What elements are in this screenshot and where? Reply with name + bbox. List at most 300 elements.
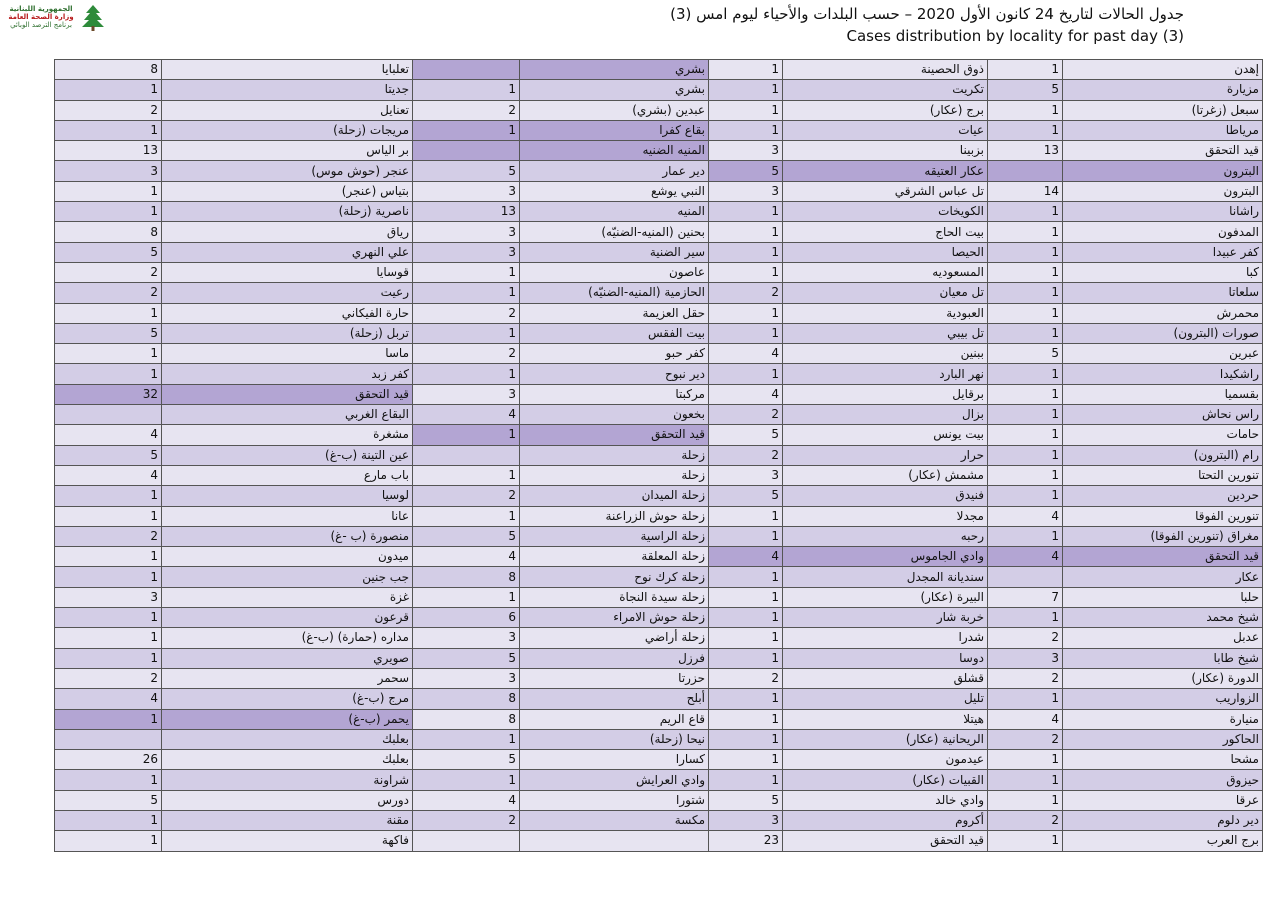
locality-name: زحلة الميدان (520, 486, 709, 506)
case-count: 1 (55, 344, 162, 364)
locality-name: علي النهري (162, 242, 413, 262)
case-count: 1 (55, 608, 162, 628)
case-count: 3 (413, 222, 520, 242)
ministry-logo (6, 4, 106, 34)
locality-name: الحازمية (المنيه-الضنيّه) (520, 283, 709, 303)
case-count: 5 (413, 648, 520, 668)
locality-name: وادي خالد (783, 790, 988, 810)
case-count: 1 (709, 60, 783, 80)
case-count: 5 (55, 445, 162, 465)
locality-name: ببنين (783, 344, 988, 364)
case-count: 1 (709, 608, 783, 628)
table-row (55, 364, 1263, 384)
table-row (55, 648, 1263, 668)
case-count (988, 161, 1063, 181)
case-count: 6 (413, 608, 520, 628)
case-count: 1 (709, 729, 783, 749)
case-count: 1 (709, 648, 783, 668)
case-count: 1 (709, 202, 783, 222)
case-count: 1 (988, 689, 1063, 709)
case-count: 1 (709, 750, 783, 770)
locality-name: هيتلا (783, 709, 988, 729)
case-count: 2 (55, 526, 162, 546)
case-count: 1 (988, 831, 1063, 851)
table-row (55, 608, 1263, 628)
locality-name: مركبتا (520, 384, 709, 404)
locality-name: مزيارة (1063, 80, 1263, 100)
case-count (413, 141, 520, 161)
case-count: 1 (55, 120, 162, 140)
locality-name: عيدمون (783, 750, 988, 770)
case-count (55, 405, 162, 425)
locality-name: تعلبايا (162, 60, 413, 80)
case-count: 1 (988, 526, 1063, 546)
table-row (55, 547, 1263, 567)
case-count: 5 (709, 161, 783, 181)
locality-name: برج العرب (1063, 831, 1263, 851)
locality-name: حلبا (1063, 587, 1263, 607)
locality-name: مريجات (زحلة) (162, 120, 413, 140)
table-row (55, 323, 1263, 343)
region-header: المنيه الضنيه (520, 141, 709, 161)
region-header: بقاع كفرا (520, 120, 709, 140)
case-count: 2 (55, 262, 162, 282)
region-header: عكار العتيقه (783, 161, 988, 181)
table-row (55, 384, 1263, 404)
case-count: 4 (709, 344, 783, 364)
locality-name: قشلق (783, 668, 988, 688)
case-count: 1 (709, 628, 783, 648)
locality-name: العبودية (783, 303, 988, 323)
locality-name: منيارة (1063, 709, 1263, 729)
locality-name: عكار (1063, 567, 1263, 587)
table-row (55, 810, 1263, 830)
locality-name: زحلة كرك نوح (520, 567, 709, 587)
case-count: 1 (709, 709, 783, 729)
locality-name: سحمر (162, 668, 413, 688)
case-count: 1 (413, 770, 520, 790)
locality-name: حردين (1063, 486, 1263, 506)
case-count: 3 (55, 161, 162, 181)
locality-name: محمرش (1063, 303, 1263, 323)
case-count: 4 (413, 790, 520, 810)
table-row (55, 587, 1263, 607)
locality-name: برج (عكار) (783, 100, 988, 120)
locality-name: ناصرية (زحلة) (162, 202, 413, 222)
case-count: 1 (413, 587, 520, 607)
case-count: 1 (709, 222, 783, 242)
table-row (55, 405, 1263, 425)
case-count: 5 (709, 486, 783, 506)
locality-name: تل بيبي (783, 323, 988, 343)
table-row (55, 141, 1263, 161)
locality-name: مداره (حمارة) (ب-غ) (162, 628, 413, 648)
case-count: 1 (413, 262, 520, 282)
case-count: 5 (988, 344, 1063, 364)
case-count: 1 (55, 709, 162, 729)
locality-name: فاكهة (162, 831, 413, 851)
case-count: 5 (709, 425, 783, 445)
locality-name: عين التينة (ب-غ) (162, 445, 413, 465)
case-count: 1 (55, 648, 162, 668)
locality-name: الكويخات (783, 202, 988, 222)
table-row (55, 709, 1263, 729)
case-count: 4 (413, 405, 520, 425)
table-row (55, 161, 1263, 181)
locality-name: كفر زبد (162, 364, 413, 384)
locality-name: قوسايا (162, 262, 413, 282)
case-count: 1 (55, 181, 162, 201)
case-count: 1 (709, 506, 783, 526)
case-count: 1 (55, 486, 162, 506)
locality-name: لوسيا (162, 486, 413, 506)
locality-name: راشانا (1063, 202, 1263, 222)
locality-name: رياق (162, 222, 413, 242)
locality-name: المسعوديه (783, 262, 988, 282)
locality-name: حقل العزيمة (520, 303, 709, 323)
locality-name: بر الياس (162, 141, 413, 161)
case-count: 1 (709, 526, 783, 546)
case-count: 2 (55, 100, 162, 120)
locality-name: راشكيدا (1063, 364, 1263, 384)
locality-name: عبدين (بشري) (520, 100, 709, 120)
case-count (988, 567, 1063, 587)
case-count: 4 (55, 465, 162, 485)
locality-name: سبعل (زغرتا) (1063, 100, 1263, 120)
locality-name: عاصون (520, 262, 709, 282)
table-row (55, 283, 1263, 303)
locality-name: زحلة (520, 465, 709, 485)
locality-name: منصورة (ب -غ) (162, 526, 413, 546)
locality-name: زحلة سيدة النجاة (520, 587, 709, 607)
locality-name: تنورين التحتا (1063, 465, 1263, 485)
locality-name: النبي يوشع (520, 181, 709, 201)
locality-name: حارة الفيكاني (162, 303, 413, 323)
case-count: 4 (55, 425, 162, 445)
logo-line-3: برنامج الترصد الوبائي (10, 21, 72, 29)
case-count: 1 (988, 120, 1063, 140)
case-count: 1 (55, 80, 162, 100)
case-count: 1 (55, 567, 162, 587)
locality-name: البقاع الغربي (162, 405, 413, 425)
region-header: وادي الجاموس (783, 547, 988, 567)
table-row (55, 100, 1263, 120)
case-count: 2 (988, 729, 1063, 749)
case-count: 1 (988, 384, 1063, 404)
case-count: 8 (413, 709, 520, 729)
case-count: 23 (709, 831, 783, 851)
table-row (55, 729, 1263, 749)
case-count: 7 (988, 587, 1063, 607)
locality-name: ميدون (162, 547, 413, 567)
table-row (55, 526, 1263, 546)
case-count: 5 (988, 80, 1063, 100)
case-count: 1 (55, 202, 162, 222)
locality-name: قاع الريم (520, 709, 709, 729)
locality-name: نيحا (زحلة) (520, 729, 709, 749)
case-count: 1 (988, 202, 1063, 222)
case-count: 5 (413, 161, 520, 181)
case-count: 3 (413, 668, 520, 688)
case-count: 2 (709, 445, 783, 465)
locality-name: مشحا (1063, 750, 1263, 770)
locality-name: تربل (زحلة) (162, 323, 413, 343)
case-count: 1 (413, 364, 520, 384)
locality-name: مجدلا (783, 506, 988, 526)
case-count: 1 (709, 242, 783, 262)
locality-name: البيرة (عكار) (783, 587, 988, 607)
case-count: 2 (413, 344, 520, 364)
case-count: 1 (988, 60, 1063, 80)
case-count: 1 (55, 364, 162, 384)
case-count: 2 (413, 303, 520, 323)
locality-name: دير عمار (520, 161, 709, 181)
locality-name: الريحانية (عكار) (783, 729, 988, 749)
locality-name: سنديانة المجدل (783, 567, 988, 587)
locality-name: كبا (1063, 262, 1263, 282)
case-count: 5 (413, 526, 520, 546)
case-count: 4 (55, 689, 162, 709)
locality-name: دورس (162, 790, 413, 810)
case-count: 5 (709, 790, 783, 810)
case-count: 1 (413, 729, 520, 749)
case-count: 5 (55, 323, 162, 343)
locality-name: عنجر (حوش موس) (162, 161, 413, 181)
case-count: 1 (988, 303, 1063, 323)
locality-name: زحلة المعلقة (520, 547, 709, 567)
locality-name: تل عباس الشرقي (783, 181, 988, 201)
case-count: 1 (988, 323, 1063, 343)
case-count: 1 (988, 283, 1063, 303)
table-row (55, 222, 1263, 242)
case-count: 1 (55, 303, 162, 323)
table-row (55, 689, 1263, 709)
locality-name: إهدن (1063, 60, 1263, 80)
locality-name: مكسة (520, 810, 709, 830)
case-count: 2 (709, 283, 783, 303)
case-count (413, 445, 520, 465)
cases-table (54, 59, 1263, 852)
table-row (55, 770, 1263, 790)
locality-name: تعنايل (162, 100, 413, 120)
case-count: 1 (55, 547, 162, 567)
table-row (55, 506, 1263, 526)
case-count: 5 (55, 790, 162, 810)
case-count (413, 60, 520, 80)
locality-name: بيت الحاج (783, 222, 988, 242)
case-count: 1 (709, 100, 783, 120)
case-count: 32 (55, 384, 162, 404)
case-count: 1 (988, 364, 1063, 384)
locality-name: المدفون (1063, 222, 1263, 242)
case-count: 3 (413, 384, 520, 404)
region-header: بشري (520, 60, 709, 80)
table-row (55, 831, 1263, 851)
locality-name: فنيدق (783, 486, 988, 506)
locality-name: زحلة الراسية (520, 526, 709, 546)
page-title-arabic: جدول الحالات لتاريخ 24 كانون الأول 2020 – حسب البلدات والأحياء ليوم امس (3) (670, 5, 1184, 23)
locality-name: مشمش (عكار) (783, 465, 988, 485)
locality-name: عيات (783, 120, 988, 140)
case-count: 1 (55, 506, 162, 526)
locality-name: رعيت (162, 283, 413, 303)
case-count: 5 (413, 750, 520, 770)
case-count: 1 (413, 80, 520, 100)
case-count: 1 (988, 608, 1063, 628)
locality-name: صويري (162, 648, 413, 668)
case-count: 4 (988, 709, 1063, 729)
case-count: 1 (988, 445, 1063, 465)
locality-name: الزواريب (1063, 689, 1263, 709)
case-count: 1 (988, 405, 1063, 425)
case-count: 26 (55, 750, 162, 770)
page-title-english: Cases distribution by locality for past day (3) (846, 27, 1184, 45)
case-count: 1 (413, 465, 520, 485)
locality-name: قرعون (162, 608, 413, 628)
table-row (55, 567, 1263, 587)
locality-name: عانا (162, 506, 413, 526)
table-row (55, 181, 1263, 201)
case-count: 8 (413, 567, 520, 587)
region-header: قيد التحقق (162, 384, 413, 404)
case-count: 1 (988, 750, 1063, 770)
case-count: 4 (413, 547, 520, 567)
locality-name: دير نبوح (520, 364, 709, 384)
case-count: 1 (709, 689, 783, 709)
case-count: 3 (413, 628, 520, 648)
locality-name: كفر حبو (520, 344, 709, 364)
case-count: 1 (709, 770, 783, 790)
case-count: 1 (709, 120, 783, 140)
table-row (55, 425, 1263, 445)
case-count: 1 (988, 790, 1063, 810)
case-count: 8 (55, 60, 162, 80)
locality-name: تنورين الفوقا (1063, 506, 1263, 526)
table-row (55, 242, 1263, 262)
case-count: 5 (55, 242, 162, 262)
case-count: 1 (988, 425, 1063, 445)
locality-name: بشري (520, 80, 709, 100)
table-row (55, 60, 1263, 80)
locality-name: زحلة حوش الزراعنة (520, 506, 709, 526)
locality-name: خربة شار (783, 608, 988, 628)
locality-name: باب مارع (162, 465, 413, 485)
case-count: 1 (988, 100, 1063, 120)
locality-name: كسارا (520, 750, 709, 770)
locality-name: حيزوق (1063, 770, 1263, 790)
locality-name: القبيات (عكار) (783, 770, 988, 790)
locality-name: مرياطا (1063, 120, 1263, 140)
logo-line-1: الجمهورية اللبنانية (9, 5, 73, 13)
case-count: 4 (709, 547, 783, 567)
case-count (413, 831, 520, 851)
locality-name: سير الضنية (520, 242, 709, 262)
locality-name: جديتا (162, 80, 413, 100)
locality-name: مرج (ب-غ) (162, 689, 413, 709)
case-count: 1 (988, 262, 1063, 282)
case-count: 2 (413, 486, 520, 506)
case-count: 1 (55, 628, 162, 648)
locality-name: قيد التحقق (783, 831, 988, 851)
case-count: 3 (709, 465, 783, 485)
table-row (55, 790, 1263, 810)
case-count: 3 (709, 141, 783, 161)
locality-name: راس نحاش (1063, 405, 1263, 425)
locality-name: تل معيان (783, 283, 988, 303)
case-count: 14 (988, 181, 1063, 201)
case-count: 3 (55, 587, 162, 607)
locality-name: زحلة حوش الامراء (520, 608, 709, 628)
locality-name: حرار (783, 445, 988, 465)
locality-name: ذوق الحصينة (783, 60, 988, 80)
case-count: 2 (55, 283, 162, 303)
case-count: 3 (988, 648, 1063, 668)
locality-name: عبرين (1063, 344, 1263, 364)
locality-name: سلعاتا (1063, 283, 1263, 303)
region-header: يحمر (ب-غ) (162, 709, 413, 729)
locality-name: بيت الفقس (520, 323, 709, 343)
case-count: 1 (413, 506, 520, 526)
case-count: 1 (709, 567, 783, 587)
case-count: 3 (709, 181, 783, 201)
locality-name: جب جنين (162, 567, 413, 587)
table-row (55, 120, 1263, 140)
locality-name: بحنين (المنيه-الضنيّه) (520, 222, 709, 242)
locality-name: بخعون (520, 405, 709, 425)
locality-name: ماسا (162, 344, 413, 364)
case-count: 3 (413, 242, 520, 262)
table-row (55, 750, 1263, 770)
case-count: 3 (413, 181, 520, 201)
case-count: 1 (55, 831, 162, 851)
case-count: 13 (413, 202, 520, 222)
locality-name: بيت يونس (783, 425, 988, 445)
locality-name: تكريت (783, 80, 988, 100)
case-count: 2 (988, 810, 1063, 830)
case-count: 8 (413, 689, 520, 709)
locality-name: صورات (البترون) (1063, 323, 1263, 343)
case-count: 1 (988, 222, 1063, 242)
case-count: 1 (988, 242, 1063, 262)
table-row (55, 668, 1263, 688)
case-count: 1 (413, 425, 520, 445)
table-row (55, 486, 1263, 506)
region-header: قيد التحقق (1063, 547, 1263, 567)
table-row (55, 80, 1263, 100)
case-count: 1 (413, 120, 520, 140)
locality-name: الحاكور (1063, 729, 1263, 749)
locality-name: كفر عبيدا (1063, 242, 1263, 262)
locality-name: نهر البارد (783, 364, 988, 384)
case-count: 8 (55, 222, 162, 242)
table-row (55, 202, 1263, 222)
locality-name: بقسميا (1063, 384, 1263, 404)
locality-name: أكروم (783, 810, 988, 830)
case-count: 13 (988, 141, 1063, 161)
locality-name: بعلبك (162, 729, 413, 749)
locality-name: بزبينا (783, 141, 988, 161)
locality-name: رام (البترون) (1063, 445, 1263, 465)
case-count: 1 (55, 810, 162, 830)
locality-name: شراونة (162, 770, 413, 790)
case-count: 1 (709, 587, 783, 607)
locality-name: شتورا (520, 790, 709, 810)
locality-name: شدرا (783, 628, 988, 648)
case-count: 1 (988, 465, 1063, 485)
locality-name: الحيصا (783, 242, 988, 262)
table-row (55, 303, 1263, 323)
locality-name: حزرتا (520, 668, 709, 688)
